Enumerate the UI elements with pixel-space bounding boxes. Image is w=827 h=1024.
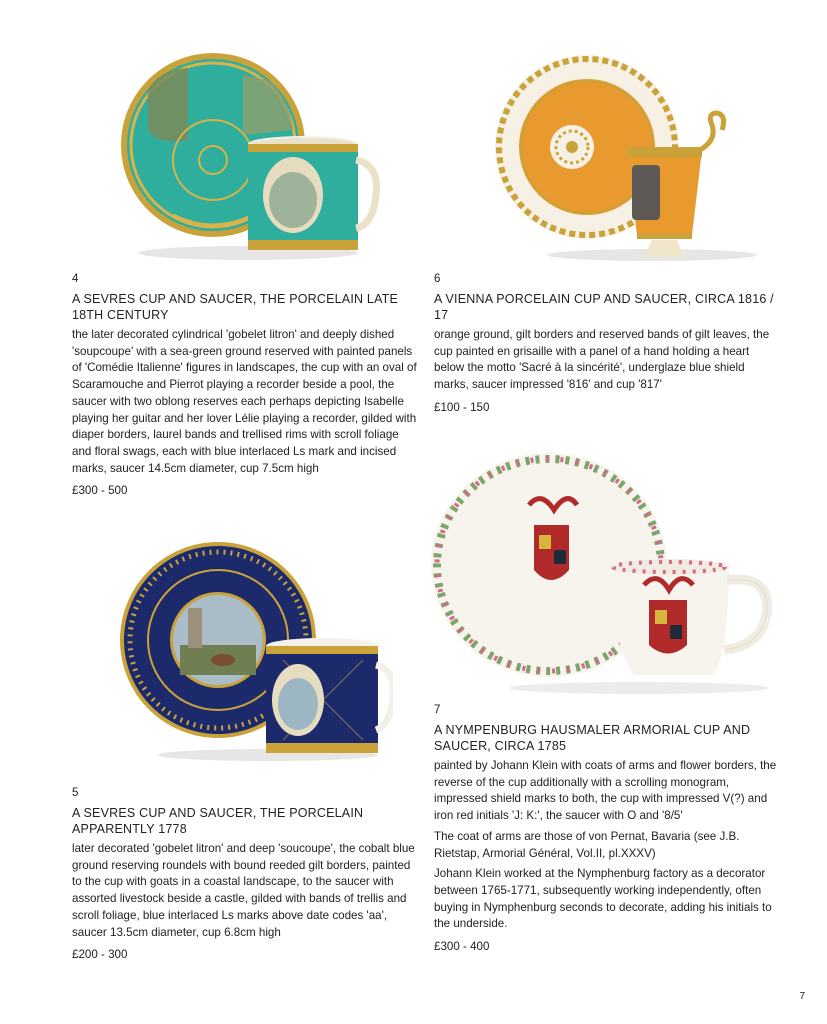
- lot-6: [434, 272, 779, 416]
- lot-number: 7: [434, 704, 441, 716]
- lot-title: A SEVRES CUP AND SAUCER, THE PORCELAIN LATE 18TH CENTURY: [72, 292, 399, 322]
- lot-4-photo: [118, 50, 383, 265]
- lot-4: [72, 272, 417, 499]
- page-number: 7: [799, 991, 805, 1002]
- lot-number: 4: [72, 273, 79, 285]
- lot-note: Johann Klein worked at the Nymphenburg factory as a decorator between 1765-1771, subsequently working independently, often buying in Nymphenburg seconds to decorate, adding his initials to the underside.: [434, 867, 772, 931]
- lot-7-photo: [429, 450, 809, 695]
- lot-description: the later decorated cylindrical 'gobelet litron' and deeply dished 'soupcoupe' with a sea-green ground reserved with painted panels of 'Comédie Italienne' figures in landscapes, the cup with an oval of Scaramouche and Pierrot playing a recorder beside a pool, the saucer with two oblong reserves each perhaps depicting Isabelle playing her guitar and her lover Lélie playing a recorder, gilded with diaper borders, laurel bands and trellised rims with scroll foliage and floral swags, each with blue interlaced Ls mark and incised marks, saucer 14.5cm diameter, cup 7.5cm high: [72, 328, 417, 475]
- lot-title: A VIENNA PORCELAIN CUP AND SAUCER, CIRCA 1816 / 17: [434, 292, 774, 322]
- lot-description: painted by Johann Klein with coats of arms and flower borders, the reverse of the cup additionally with a scrolling monogram, impressed shield marks to both, the cup with impressed V(?) and iron red initials 'J: K:', the saucer with O and '8/5': [434, 759, 777, 823]
- lot-6-photo: [492, 55, 774, 265]
- lot-title: A SEVRES CUP AND SAUCER, THE PORCELAIN APPARENTLY 1778: [72, 806, 364, 836]
- lot-estimate: £300 - 400: [434, 940, 490, 954]
- lot-description: later decorated 'gobelet litron' and deep 'soucoupe', the cobalt blue ground reserving roundels with bound reeded gilt borders, painted to the cup with goats in a coastal landscape, to the saucer with assorted livestock beside a castle, gilded with bands of trellis and scroll foliage, blue interlaced Ls marks above date codes 'aa', saucer 13.5cm diameter, cup 6.8cm high: [72, 842, 415, 939]
- lot-7: [434, 703, 779, 955]
- lot-note: The coat of arms are those of von Pernat, Bavaria (see J.B. Rietstap, Armorial Général, Vol.II, pl.XXXV): [434, 829, 740, 860]
- lot-number: 6: [434, 273, 441, 285]
- lot-title: A NYMPENBURG HAUSMALER ARMORIAL CUP AND SAUCER, CIRCA 1785: [434, 723, 751, 753]
- lot-description: orange ground, gilt borders and reserved bands of gilt leaves, the cup painted en grisaille with a panel of a hand holding a heart below the motto 'Sacré à la sincérité', underglaze blue shield marks, saucer impressed '816' and cup '817': [434, 328, 770, 392]
- lot-number: 5: [72, 787, 79, 799]
- lot-5: [72, 786, 417, 963]
- lot-5-photo: [118, 540, 393, 765]
- lot-estimate: £100 - 150: [434, 400, 490, 414]
- lot-estimate: £200 - 300: [72, 948, 128, 962]
- lot-estimate: £300 - 500: [72, 484, 128, 498]
